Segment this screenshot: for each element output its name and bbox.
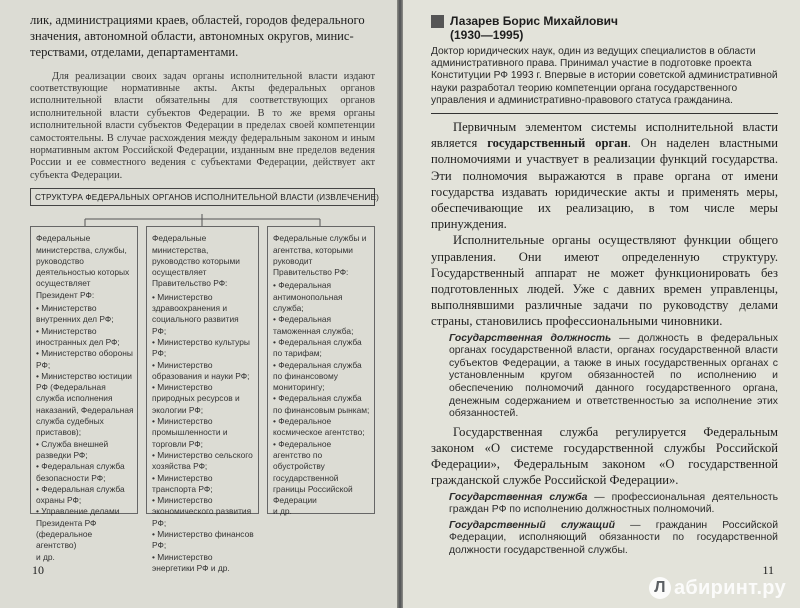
structure-title: СТРУКТУРА ФЕДЕРАЛЬНЫХ ОРГАНОВ ИСПОЛНИТЕЛЬНОЙ ВЛАСТИ (ИЗВЛЕЧЕНИЕ) — [30, 188, 375, 206]
column-head: Федеральные министерства, руководство которыми осуществляет Правительство РФ: — [152, 233, 240, 289]
left-para-1: лик, администрациями краев, областей, городов федерального значения, автономной области, автономных округов, минис- терствами, отделами, департаментами. — [30, 13, 365, 60]
list-item: и др. — [36, 551, 55, 562]
right-para-3: Государственная служба регулируется Федеральным законом «О системе государственной службы Российской Федерации», Федеральным законом «О государственной гражданской службе Российской Федерации». — [431, 424, 778, 488]
list-item: • Министерство транспорта РФ; — [152, 472, 213, 494]
structure-column-services-agencies — [267, 226, 375, 517]
definition-servant: Государственный служащий — гражданин Российской Федерации, исполняющий обязанности по государственной должности государственной службы. — [449, 519, 778, 556]
list-item: • Министерство иностранных дел РФ; — [36, 325, 120, 347]
list-item: • Министерство юстиции РФ (Федеральная служба исполнения наказаний, Федеральная служба судебных приставов); — [36, 370, 134, 438]
list-item: • Министерство здравоохранения и социального развития РФ; — [152, 291, 239, 336]
list-item: • Федеральная служба охраны РФ; — [36, 483, 125, 506]
bio-name: Лазарев Борис Михайлович — [450, 14, 619, 28]
list-item: • Федеральная антимонопольная служба; — [273, 280, 343, 314]
list-item: • Министерство обороны РФ; — [36, 348, 133, 370]
column-head: Федеральные службы и агентства, которыми руководит Правительство РФ: — [273, 233, 367, 278]
list-item: • Министерство сельского хозяйства РФ; — [152, 449, 253, 472]
structure-column-government-ministries — [146, 226, 259, 573]
list-item: • Федеральная служба по финансовому мониторингу; — [273, 359, 362, 393]
divider — [431, 113, 778, 114]
list-item: • Министерство внутренних дел РФ; — [36, 303, 114, 325]
bio-heading — [431, 14, 778, 42]
list-item: • Управление делами Президента РФ (федеральное агентство) — [36, 506, 120, 551]
structure-column-president — [30, 226, 138, 562]
list-item: • Федеральная служба по тарифам; — [273, 336, 362, 359]
list-item: • Министерство природных ресурсов и экологии РФ; — [152, 382, 240, 415]
list-item: • Федеральная служба по финансовым рынкам; — [273, 393, 370, 415]
right-para-1: Первичным элементом системы исполнительной власти является государственный орган. Он наделен властными полномочиями и участвует в реализации функций государства. Эти полномочия выражаются в праве органа от имени государства издавать юридические акты и применять меры, обеспечивающие их реализацию, в том числе меры принуждения. — [431, 120, 779, 232]
page-number-right: 11 — [762, 563, 774, 577]
column-head: Федеральные министерства, службы, руководство деятельностью которых осуществляет Президент РФ: — [36, 233, 130, 300]
bold-term: государственный орган — [487, 136, 628, 151]
list-item: • Министерство культуры РФ; — [152, 336, 250, 359]
right-page — [403, 0, 800, 608]
list-item: • Федеральная таможенная служба; — [273, 314, 354, 336]
labyrinth-logo-icon: Л — [649, 577, 671, 599]
definition-position: Государственная должность — должность в федеральных органах государственной власти, органах государственной власти субъектов Федерации, а также в иных государственных органах с установленным кругом обязанностей по исполнению и обеспечению полномочий данного государственного органа, денежным содержанием и ответственностью за исполнение этих обязанностей. — [449, 332, 778, 420]
list-item: • Министерство экономического развития РФ; — [152, 495, 252, 528]
list-item: • Федеральное агентство по обустройству государственной границы Российской Федерации — [273, 438, 353, 506]
list-item: и др. — [273, 506, 292, 517]
left-para-2: Для реализации своих задач органы исполнительной власти издают соответствующие нормативные акты. Акты федеральных органов исполнительной власти обязательны для соответствующих органов исполнительной власти субъектов Федерации. В то же время органы исполнительной власти субъектов Федерации в пределах своей компетенции самостоятельны. В случае расхождения между федеральным законом и иным нормативным актом Российской Федерации, изданным вне пределов ведения России и ее совместного ведения с субъектами Федерации, действует акт субъекта Федерации. — [30, 70, 375, 181]
right-para-2: Исполнительные органы осуществляют функции общего управления. Они имеют определенную структуру. Государственный аппарат не может функционировать без подготовленных людей. Уже с давних времен управленцы, выполнявшими различные задачи по руководству делами страны, становились профессиональными чиновники. — [431, 233, 778, 329]
list-item: • Министерство энергетики РФ и др. — [152, 551, 230, 573]
bio-marker-icon — [431, 15, 444, 28]
list-item: • Федеральное космическое агентство; — [273, 416, 365, 438]
bio-years: (1930—1995) — [450, 28, 524, 42]
list-item: • Министерство финансов РФ; — [152, 528, 254, 551]
list-item: • Служба внешней разведки РФ; — [36, 438, 109, 460]
definition-service: Государственная служба — профессиональная деятельность граждан РФ по исполнению должностных полномочий. — [449, 491, 778, 516]
bio-text: Доктор юридических наук, один из ведущих специалистов в области административного права. Принимал участие в подготовке проекта Конституции РФ 1993 г. Впервые в истории советской административной науки разработал теорию компетенции органа государственного управления и административно-правового статуса гражданина. — [431, 46, 778, 106]
bio-name-block — [450, 14, 618, 42]
watermark-logo: Л абиринт.ру — [649, 577, 786, 600]
left-page — [0, 0, 397, 608]
list-item: • Министерство образования и науки РФ; — [152, 359, 250, 381]
page-number-left: 10 — [32, 563, 44, 577]
list-item: • Министерство промышленности и торговли РФ; — [152, 416, 228, 449]
list-item: • Федеральная служба безопасности РФ; — [36, 461, 125, 483]
